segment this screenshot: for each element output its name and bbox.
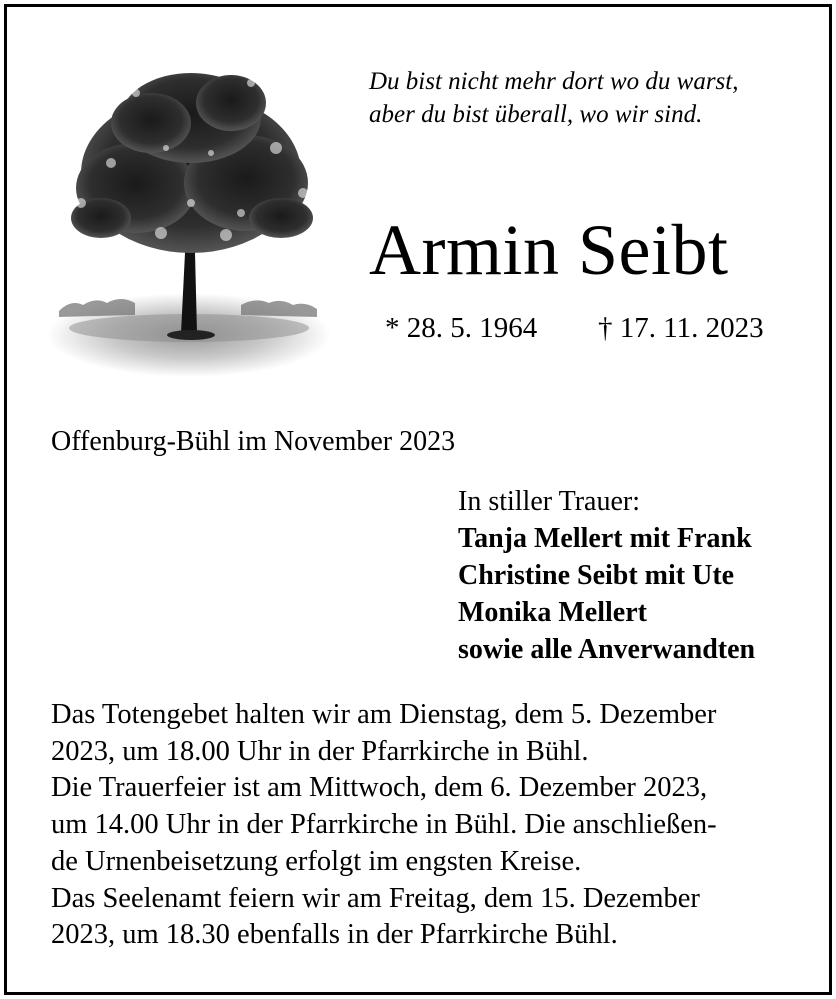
mourners-heading: In stiller Trauer: <box>458 486 640 517</box>
quote-line: Du bist nicht mehr dort wo du warst, <box>369 68 739 95</box>
quote <box>369 65 789 131</box>
announcement-line: 2023, um 18.30 ebenfalls in der Pfarrkirche Bühl. <box>51 919 618 951</box>
announcement-line: Das Totengebet halten wir am Dienstag, dem 5. Dezember <box>51 699 717 730</box>
obituary-notice <box>4 4 832 995</box>
deceased-name: Armin Seibt <box>369 210 729 290</box>
quote-line: aber du bist überall, wo wir sind. <box>369 101 703 128</box>
announcement-line: de Urnenbeisetzung erfolgt im engsten Kreise. <box>51 845 582 877</box>
place-date: Offenburg-Bühl im November 2023 <box>51 426 456 457</box>
death-date: † 17. 11. 2023 <box>598 312 764 344</box>
announcement-line: 2023, um 18.00 Uhr in der Pfarrkirche in Bühl. <box>51 735 589 767</box>
announcement-line: Die Trauerfeier ist am Mittwoch, dem 6. Dezember 2023, <box>51 772 708 804</box>
tree-icon <box>41 53 337 383</box>
mourner-name: Monika Mellert <box>458 597 647 628</box>
mourner-name: Tanja Mellert mit Frank <box>458 523 752 554</box>
mourner-name: Christine Seibt mit Ute <box>458 560 735 591</box>
announcement-line: Das Seelenamt feiern wir am Freitag, dem 15. Dezember <box>51 882 700 914</box>
announcement-line: um 14.00 Uhr in der Pfarrkirche in Bühl. Die anschließen- <box>51 809 717 841</box>
mourner-name: sowie alle Anverwandten <box>458 634 756 665</box>
mourners-block <box>458 483 818 668</box>
birth-date: * 28. 5. 1964 <box>385 312 538 344</box>
announcement-text <box>51 697 807 954</box>
